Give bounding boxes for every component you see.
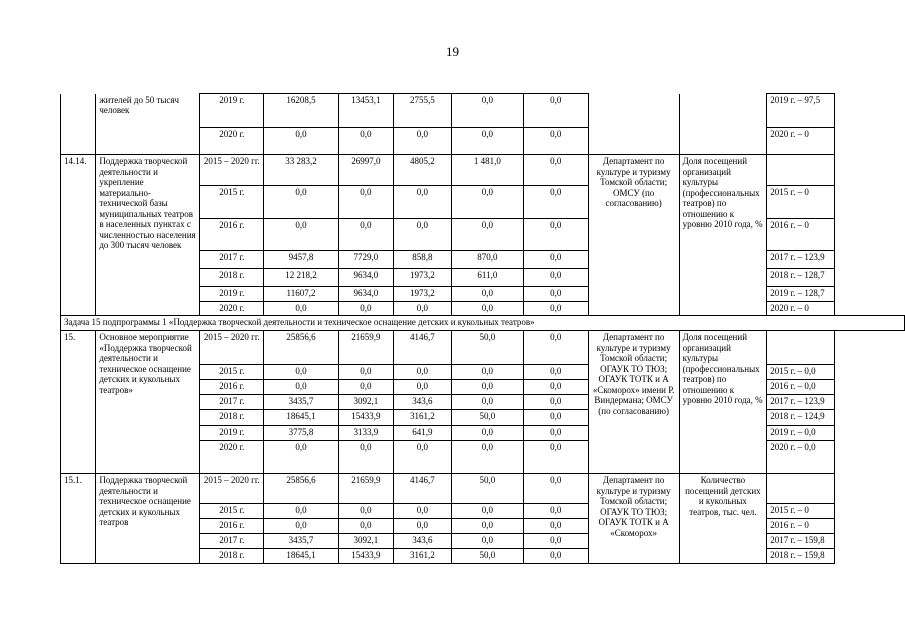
indicator-cell bbox=[679, 94, 767, 155]
local-cell: 0,0 bbox=[451, 504, 523, 519]
executor-cell: Департамент по культуре и туризму Томской области; ОГАУК ТО ТЮЗ; ОГАУК ТОТК и А «Скоморох» имени Р. Виндермана; ОМСУ (по согласованию) bbox=[588, 331, 679, 474]
total-cell: 3435,7 bbox=[264, 395, 339, 410]
total-cell: 18645,1 bbox=[264, 549, 339, 564]
indicator-cell: Доля посещений организаций культуры (профессиональных театров) по отношению к уровню 2010 года, % bbox=[679, 155, 767, 316]
total-cell: 33 283,2 bbox=[264, 155, 339, 186]
federal-cell: 0,0 bbox=[338, 186, 393, 219]
indicator-value-cell: 2019 г. – 128,7 bbox=[767, 287, 835, 302]
indicator-value-cell: 2016 г. – 0 bbox=[767, 519, 835, 534]
regional-cell: 2755,5 bbox=[393, 94, 451, 128]
indicator-value-cell: 2018 г. – 124,9 bbox=[767, 410, 835, 426]
other-cell: 0,0 bbox=[523, 395, 588, 410]
regional-cell: 0,0 bbox=[393, 441, 451, 474]
other-cell: 0,0 bbox=[523, 504, 588, 519]
federal-cell: 0,0 bbox=[338, 504, 393, 519]
year-cell: 2018 г. bbox=[200, 410, 264, 426]
total-cell: 0,0 bbox=[264, 504, 339, 519]
total-cell: 25856,6 bbox=[264, 474, 339, 504]
federal-cell: 0,0 bbox=[338, 380, 393, 395]
year-cell: 2015 – 2020 гг. bbox=[200, 331, 264, 365]
page-number: 19 bbox=[446, 44, 459, 59]
indicator-value-cell: 2018 г. – 159,8 bbox=[767, 549, 835, 564]
federal-cell: 3133,9 bbox=[338, 426, 393, 441]
total-cell: 12 218,2 bbox=[264, 269, 339, 287]
total-cell: 16208,5 bbox=[264, 94, 339, 128]
other-cell: 0,0 bbox=[523, 410, 588, 426]
year-cell: 2017 г. bbox=[200, 534, 264, 549]
federal-cell: 0,0 bbox=[338, 302, 393, 316]
local-cell: 1 481,0 bbox=[451, 155, 523, 186]
indicator-value-cell: 2017 г. – 123,9 bbox=[767, 251, 835, 269]
year-cell: 2017 г. bbox=[200, 251, 264, 269]
local-cell: 0,0 bbox=[451, 186, 523, 219]
federal-cell: 7729,0 bbox=[338, 251, 393, 269]
local-cell: 0,0 bbox=[451, 426, 523, 441]
total-cell: 0,0 bbox=[264, 519, 339, 534]
regional-cell: 4146,7 bbox=[393, 331, 451, 365]
indicator-value-cell bbox=[767, 155, 835, 186]
indicator-cell: Доля посещений организаций культуры (профессиональных театров) по отношению к уровню 2010 года, % bbox=[679, 331, 767, 474]
year-cell: 2015 – 2020 гг. bbox=[200, 474, 264, 504]
table-row bbox=[61, 474, 905, 504]
indicator-value-cell: 2019 г. – 97,5 bbox=[767, 94, 835, 128]
year-cell: 2015 – 2020 гг. bbox=[200, 155, 264, 186]
indicator-value-cell: 2017 г. – 123,9 bbox=[767, 395, 835, 410]
task-heading-row: Задача 15 подпрограммы 1 «Поддержка творческой деятельности и техническое оснащение детских и кукольных театров» bbox=[61, 316, 905, 331]
regional-cell: 343,6 bbox=[393, 534, 451, 549]
other-cell: 0,0 bbox=[523, 549, 588, 564]
total-cell: 0,0 bbox=[264, 302, 339, 316]
item-number-cell: 15.1. bbox=[61, 474, 96, 564]
year-cell: 2020 г. bbox=[200, 128, 264, 155]
executor-cell: Департамент по культуре и туризму Томской области; ОГАУК ТО ТЮЗ; ОГАУК ТОТК и А «Скоморох» bbox=[588, 474, 679, 564]
total-cell: 11607,2 bbox=[264, 287, 339, 302]
other-cell: 0,0 bbox=[523, 94, 588, 128]
other-cell: 0,0 bbox=[523, 128, 588, 155]
local-cell: 0,0 bbox=[451, 395, 523, 410]
other-cell: 0,0 bbox=[523, 219, 588, 251]
other-cell: 0,0 bbox=[523, 519, 588, 534]
year-cell: 2015 г. bbox=[200, 186, 264, 219]
year-cell: 2018 г. bbox=[200, 549, 264, 564]
regional-cell: 0,0 bbox=[393, 504, 451, 519]
indicator-value-cell bbox=[767, 331, 835, 365]
indicator-value-cell: 2020 г. – 0 bbox=[767, 128, 835, 155]
total-cell: 3775,8 bbox=[264, 426, 339, 441]
regional-cell: 641,9 bbox=[393, 426, 451, 441]
local-cell: 0,0 bbox=[451, 287, 523, 302]
other-cell: 0,0 bbox=[523, 302, 588, 316]
federal-cell: 3092,1 bbox=[338, 534, 393, 549]
local-cell: 50,0 bbox=[451, 549, 523, 564]
regional-cell: 0,0 bbox=[393, 219, 451, 251]
budget-table bbox=[60, 93, 905, 564]
regional-cell: 0,0 bbox=[393, 186, 451, 219]
regional-cell: 1973,2 bbox=[393, 287, 451, 302]
total-cell: 3435,7 bbox=[264, 534, 339, 549]
total-cell: 0,0 bbox=[264, 219, 339, 251]
executor-cell: Департамент по культуре и туризму Томской области; ОМСУ (по согласованию) bbox=[588, 155, 679, 316]
other-cell: 0,0 bbox=[523, 155, 588, 186]
year-cell: 2017 г. bbox=[200, 395, 264, 410]
total-cell: 0,0 bbox=[264, 128, 339, 155]
table-row bbox=[61, 316, 905, 331]
indicator-value-cell: 2016 г. – 0,0 bbox=[767, 380, 835, 395]
table-row bbox=[61, 155, 905, 186]
federal-cell: 0,0 bbox=[338, 128, 393, 155]
federal-cell: 9634,0 bbox=[338, 269, 393, 287]
table-row bbox=[61, 331, 905, 365]
indicator-value-cell: 2015 г. – 0,0 bbox=[767, 365, 835, 380]
indicator-value-cell: 2016 г. – 0 bbox=[767, 219, 835, 251]
federal-cell: 26997,0 bbox=[338, 155, 393, 186]
local-cell: 0,0 bbox=[451, 302, 523, 316]
indicator-cell: Количество посещений детских и кукольных театров, тыс. чел. bbox=[679, 474, 767, 564]
federal-cell: 0,0 bbox=[338, 519, 393, 534]
regional-cell: 3161,2 bbox=[393, 549, 451, 564]
local-cell: 50,0 bbox=[451, 474, 523, 504]
regional-cell: 4805,2 bbox=[393, 155, 451, 186]
local-cell: 0,0 bbox=[451, 380, 523, 395]
other-cell: 0,0 bbox=[523, 287, 588, 302]
year-cell: 2018 г. bbox=[200, 269, 264, 287]
federal-cell: 9634,0 bbox=[338, 287, 393, 302]
total-cell: 0,0 bbox=[264, 186, 339, 219]
federal-cell: 21659,9 bbox=[338, 331, 393, 365]
total-cell: 0,0 bbox=[264, 441, 339, 474]
regional-cell: 0,0 bbox=[393, 302, 451, 316]
year-cell: 2016 г. bbox=[200, 380, 264, 395]
federal-cell: 15433,9 bbox=[338, 410, 393, 426]
other-cell: 0,0 bbox=[523, 441, 588, 474]
indicator-value-cell bbox=[767, 474, 835, 504]
regional-cell: 343,6 bbox=[393, 395, 451, 410]
total-cell: 18645,1 bbox=[264, 410, 339, 426]
regional-cell: 0,0 bbox=[393, 519, 451, 534]
executor-cell bbox=[588, 94, 679, 155]
year-cell: 2015 г. bbox=[200, 365, 264, 380]
year-cell: 2020 г. bbox=[200, 302, 264, 316]
activity-name-cell: жителей до 50 тысяч человек bbox=[96, 94, 200, 155]
regional-cell: 0,0 bbox=[393, 380, 451, 395]
activity-name-cell: Поддержка творческой деятельности и техническое оснащение детских и кукольных театров bbox=[96, 474, 200, 564]
local-cell: 0,0 bbox=[451, 441, 523, 474]
regional-cell: 4146,7 bbox=[393, 474, 451, 504]
regional-cell: 0,0 bbox=[393, 128, 451, 155]
federal-cell: 13453,1 bbox=[338, 94, 393, 128]
other-cell: 0,0 bbox=[523, 474, 588, 504]
total-cell: 9457,8 bbox=[264, 251, 339, 269]
regional-cell: 858,8 bbox=[393, 251, 451, 269]
total-cell: 0,0 bbox=[264, 365, 339, 380]
local-cell: 0,0 bbox=[451, 534, 523, 549]
year-cell: 2019 г. bbox=[200, 426, 264, 441]
other-cell: 0,0 bbox=[523, 186, 588, 219]
year-cell: 2019 г. bbox=[200, 287, 264, 302]
federal-cell: 3092,1 bbox=[338, 395, 393, 410]
local-cell: 870,0 bbox=[451, 251, 523, 269]
item-number-cell: 14.14. bbox=[61, 155, 96, 316]
year-cell: 2016 г. bbox=[200, 519, 264, 534]
local-cell: 0,0 bbox=[451, 219, 523, 251]
other-cell: 0,0 bbox=[523, 534, 588, 549]
indicator-value-cell: 2020 г. – 0 bbox=[767, 302, 835, 316]
other-cell: 0,0 bbox=[523, 380, 588, 395]
year-cell: 2019 г. bbox=[200, 94, 264, 128]
item-number-cell: 15. bbox=[61, 331, 96, 474]
federal-cell: 0,0 bbox=[338, 365, 393, 380]
local-cell: 0,0 bbox=[451, 519, 523, 534]
indicator-value-cell: 2020 г. – 0,0 bbox=[767, 441, 835, 474]
local-cell: 611,0 bbox=[451, 269, 523, 287]
local-cell: 0,0 bbox=[451, 128, 523, 155]
local-cell: 0,0 bbox=[451, 94, 523, 128]
indicator-value-cell: 2018 г. – 128,7 bbox=[767, 269, 835, 287]
regional-cell: 1973,2 bbox=[393, 269, 451, 287]
indicator-value-cell: 2015 г. – 0 bbox=[767, 504, 835, 519]
federal-cell: 0,0 bbox=[338, 219, 393, 251]
federal-cell: 0,0 bbox=[338, 441, 393, 474]
year-cell: 2016 г. bbox=[200, 219, 264, 251]
indicator-value-cell: 2019 г. – 0,0 bbox=[767, 426, 835, 441]
federal-cell: 15433,9 bbox=[338, 549, 393, 564]
regional-cell: 0,0 bbox=[393, 365, 451, 380]
regional-cell: 3161,2 bbox=[393, 410, 451, 426]
activity-name-cell: Основное мероприятие «Поддержка творческой деятельности и техническое оснащение детских и кукольных театров» bbox=[96, 331, 200, 474]
local-cell: 50,0 bbox=[451, 331, 523, 365]
other-cell: 0,0 bbox=[523, 251, 588, 269]
table-row bbox=[61, 94, 905, 128]
total-cell: 25856,6 bbox=[264, 331, 339, 365]
local-cell: 50,0 bbox=[451, 410, 523, 426]
indicator-value-cell: 2015 г. – 0 bbox=[767, 186, 835, 219]
federal-cell: 21659,9 bbox=[338, 474, 393, 504]
activity-name-cell: Поддержка творческой деятельности и укрепление материально-технической базы муниципальных театров в населенных пунктах с численностью населения до 300 тысяч человек bbox=[96, 155, 200, 316]
year-cell: 2015 г. bbox=[200, 504, 264, 519]
table-body bbox=[61, 94, 905, 564]
other-cell: 0,0 bbox=[523, 426, 588, 441]
other-cell: 0,0 bbox=[523, 365, 588, 380]
indicator-value-cell: 2017 г. – 159,8 bbox=[767, 534, 835, 549]
other-cell: 0,0 bbox=[523, 269, 588, 287]
year-cell: 2020 г. bbox=[200, 441, 264, 474]
local-cell: 0,0 bbox=[451, 365, 523, 380]
num-cell bbox=[61, 94, 96, 155]
total-cell: 0,0 bbox=[264, 380, 339, 395]
other-cell: 0,0 bbox=[523, 331, 588, 365]
